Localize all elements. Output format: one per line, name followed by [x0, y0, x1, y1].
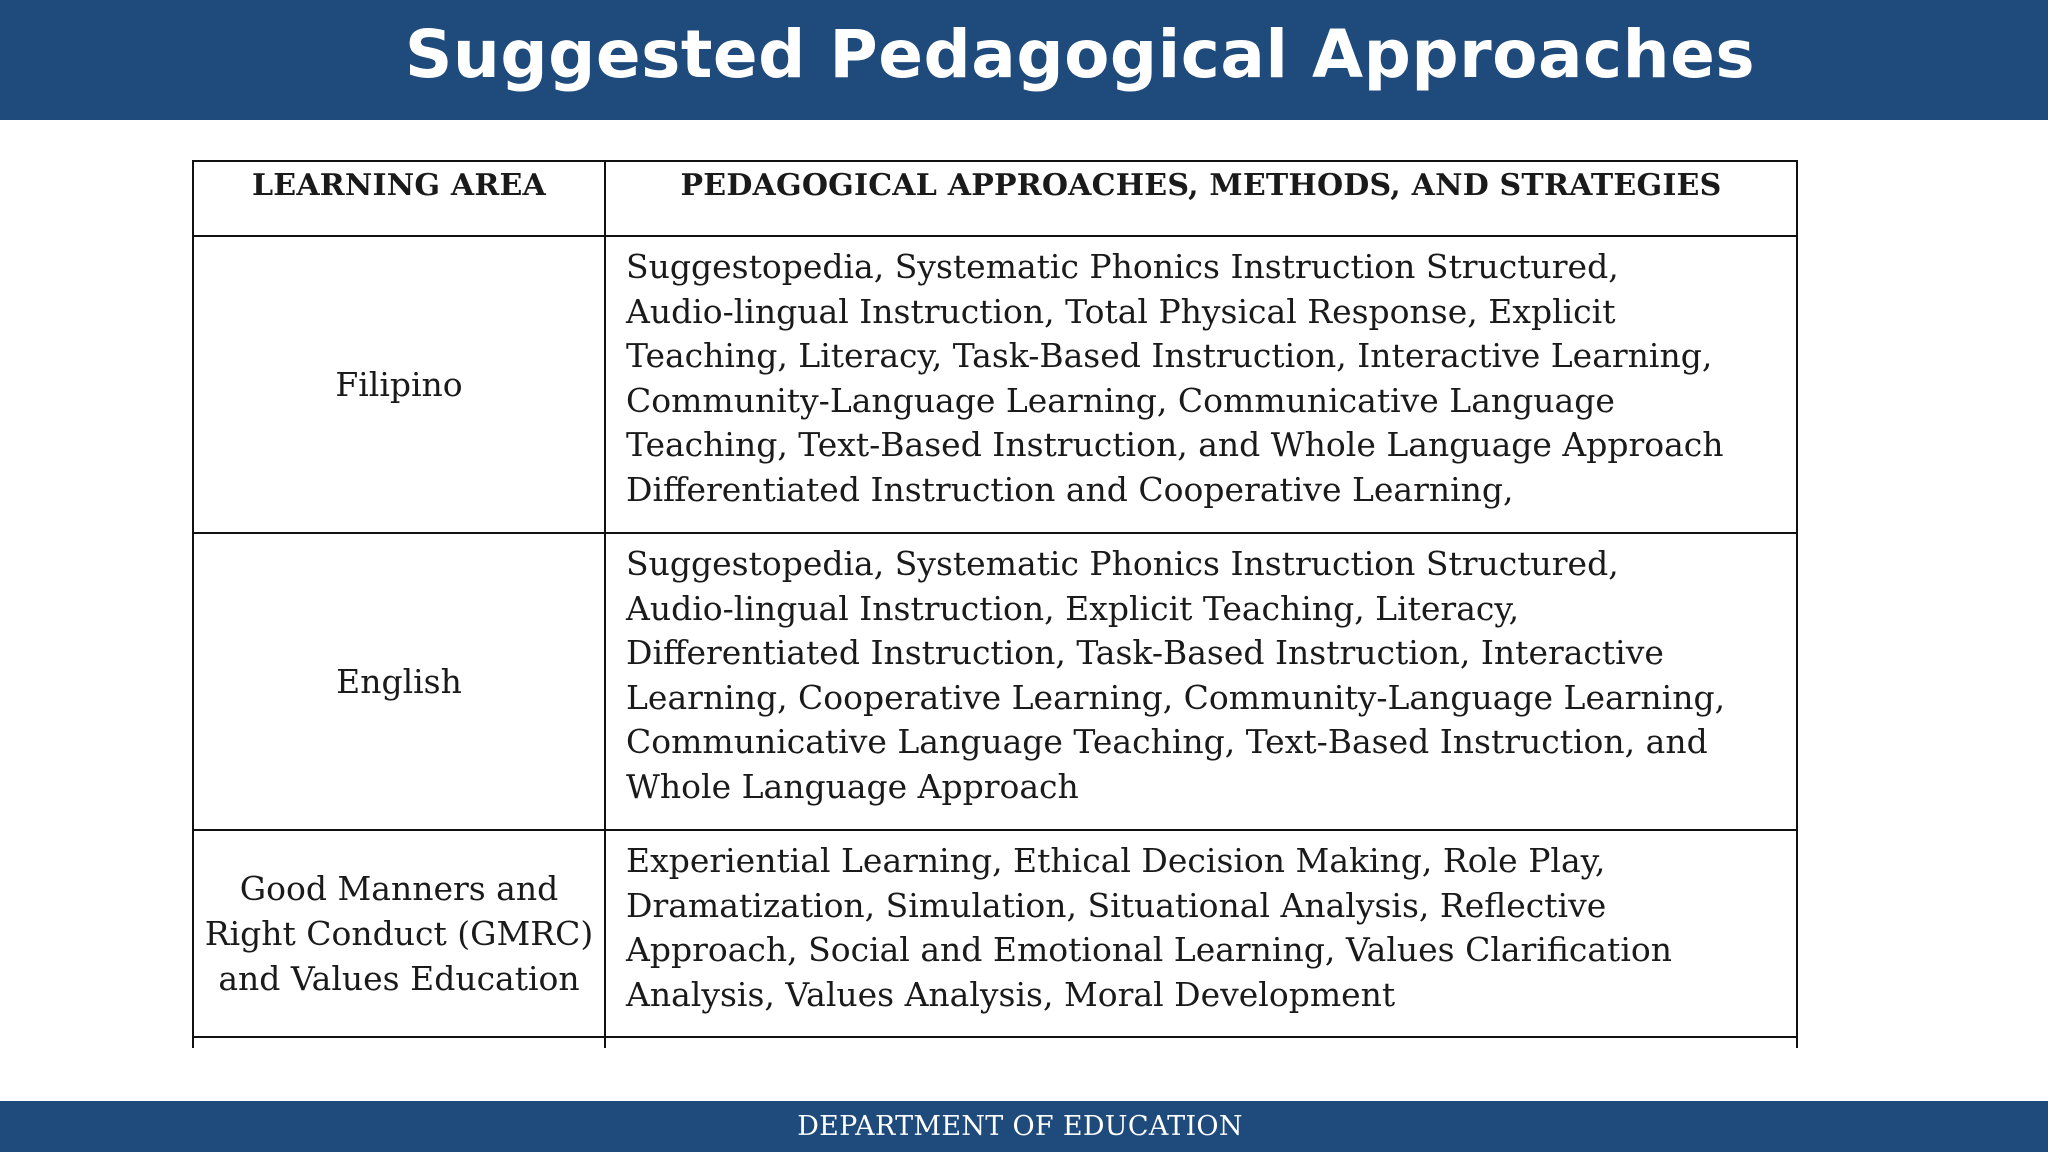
approaches-cell: Suggestopedia, Systematic Phonics Instruction Structured, Audio-lingual Instruction, Explicit Teaching, Literacy, Differentiated Instruction, Task-Based Instruction, Interactive Learning, Cooperative Learning, Community-Language Learning, Communicative Language Teaching, Text-Based Instruction, and Whole Language Approach: [605, 533, 1797, 830]
slide-title: Suggested Pedagogical Approaches: [404, 16, 1756, 93]
table-row: [193, 830, 1797, 1037]
learning-area-cell: Good Manners and Right Conduct (GMRC) and Values Education: [193, 830, 605, 1037]
table-header-row: [193, 161, 1797, 236]
learning-area-cell-cut-off: [193, 1037, 605, 1048]
learning-area-cell: Filipino: [193, 236, 605, 533]
pedagogical-approaches-table: [192, 160, 1798, 1048]
header-learning-area: LEARNING AREA: [193, 161, 605, 236]
table-row: [193, 236, 1797, 533]
table-row: [193, 533, 1797, 830]
header-approaches: PEDAGOGICAL APPROACHES, METHODS, AND STRATEGIES: [605, 161, 1797, 236]
approaches-cell: Suggestopedia, Systematic Phonics Instruction Structured, Audio-lingual Instruction, Total Physical Response, Explicit Teaching, Literacy, Task-Based Instruction, Interactive Learning, Community-Language Learning, Communicative Language Teaching, Text-Based Instruction, and Whole Language Approach Differentiated Instruction and Cooperative Learning,: [605, 236, 1797, 533]
learning-area-cell: English: [193, 533, 605, 830]
table-row-cut-off: [193, 1037, 1797, 1048]
footer-text: DEPARTMENT OF EDUCATION: [797, 1111, 1243, 1142]
approaches-cell-cut-off: [605, 1037, 1797, 1048]
table-viewport: [192, 160, 1798, 1048]
approaches-cell: Experiential Learning, Ethical Decision Making, Role Play, Dramatization, Simulation, Situational Analysis, Reflective Approach, Social and Emotional Learning, Values Clarification Analysis, Values Analysis, Moral Development: [605, 830, 1797, 1037]
